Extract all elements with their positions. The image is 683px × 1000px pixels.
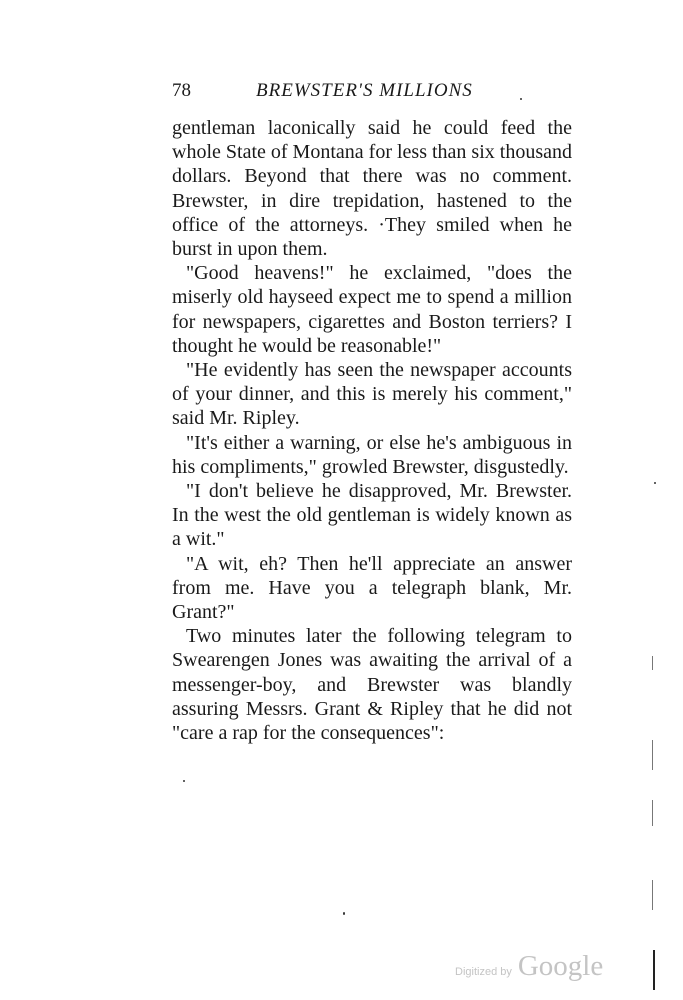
paragraph: "A wit, eh? Then he'll appreciate an answer from me. Have you a telegraph blank, Mr. Grant?" [172, 552, 572, 624]
digitized-by-label: Digitized by [455, 966, 512, 978]
scan-edge-mark [652, 800, 653, 826]
page-number: 78 [172, 80, 191, 101]
google-watermark [455, 950, 603, 984]
scan-speck [343, 912, 345, 915]
paragraph: Two minutes later the following telegram to Swearengen Jones was awaiting the arrival of a messenger-boy, and Brewster was blandly assuring Messrs. Grant & Ripley that he did not "care a rap for the consequences": [172, 625, 572, 745]
paragraph: gentleman laconically said he could feed the whole State of Montana for less than six thousand dollars. Beyond that there was no comment. Brewster, in dire trepidation, hastened to the office of the attorneys. ·They smiled when he burst in upon them. [172, 117, 572, 261]
scan-speck [520, 98, 522, 100]
body-text [172, 116, 572, 745]
scan-edge-mark [652, 740, 653, 770]
scan-edge-mark [653, 950, 655, 990]
paragraph: "It's either a warning, or else he's ambiguous in his compliments," growled Brewster, disgustedly. [172, 431, 572, 478]
paragraph: "Good heavens!" he exclaimed, "does the miserly old hayseed expect me to spend a million for newspapers, cigarettes and Boston terriers? I thought he would be reasonable!" [172, 262, 572, 357]
running-title: BREWSTER'S MILLIONS [256, 80, 473, 101]
paragraph: "I don't believe he disapproved, Mr. Brewster. In the west the old gentleman is widely known as a wit." [172, 480, 572, 551]
paragraph: "He evidently has seen the newspaper accounts of your dinner, and this is merely his comment," said Mr. Ripley. [172, 359, 572, 430]
scan-edge-mark [652, 656, 653, 670]
page-header [172, 78, 570, 104]
scan-edge-mark [652, 880, 653, 910]
google-logo: Google [517, 950, 604, 982]
scan-speck [183, 780, 185, 782]
scan-speck [654, 482, 656, 484]
